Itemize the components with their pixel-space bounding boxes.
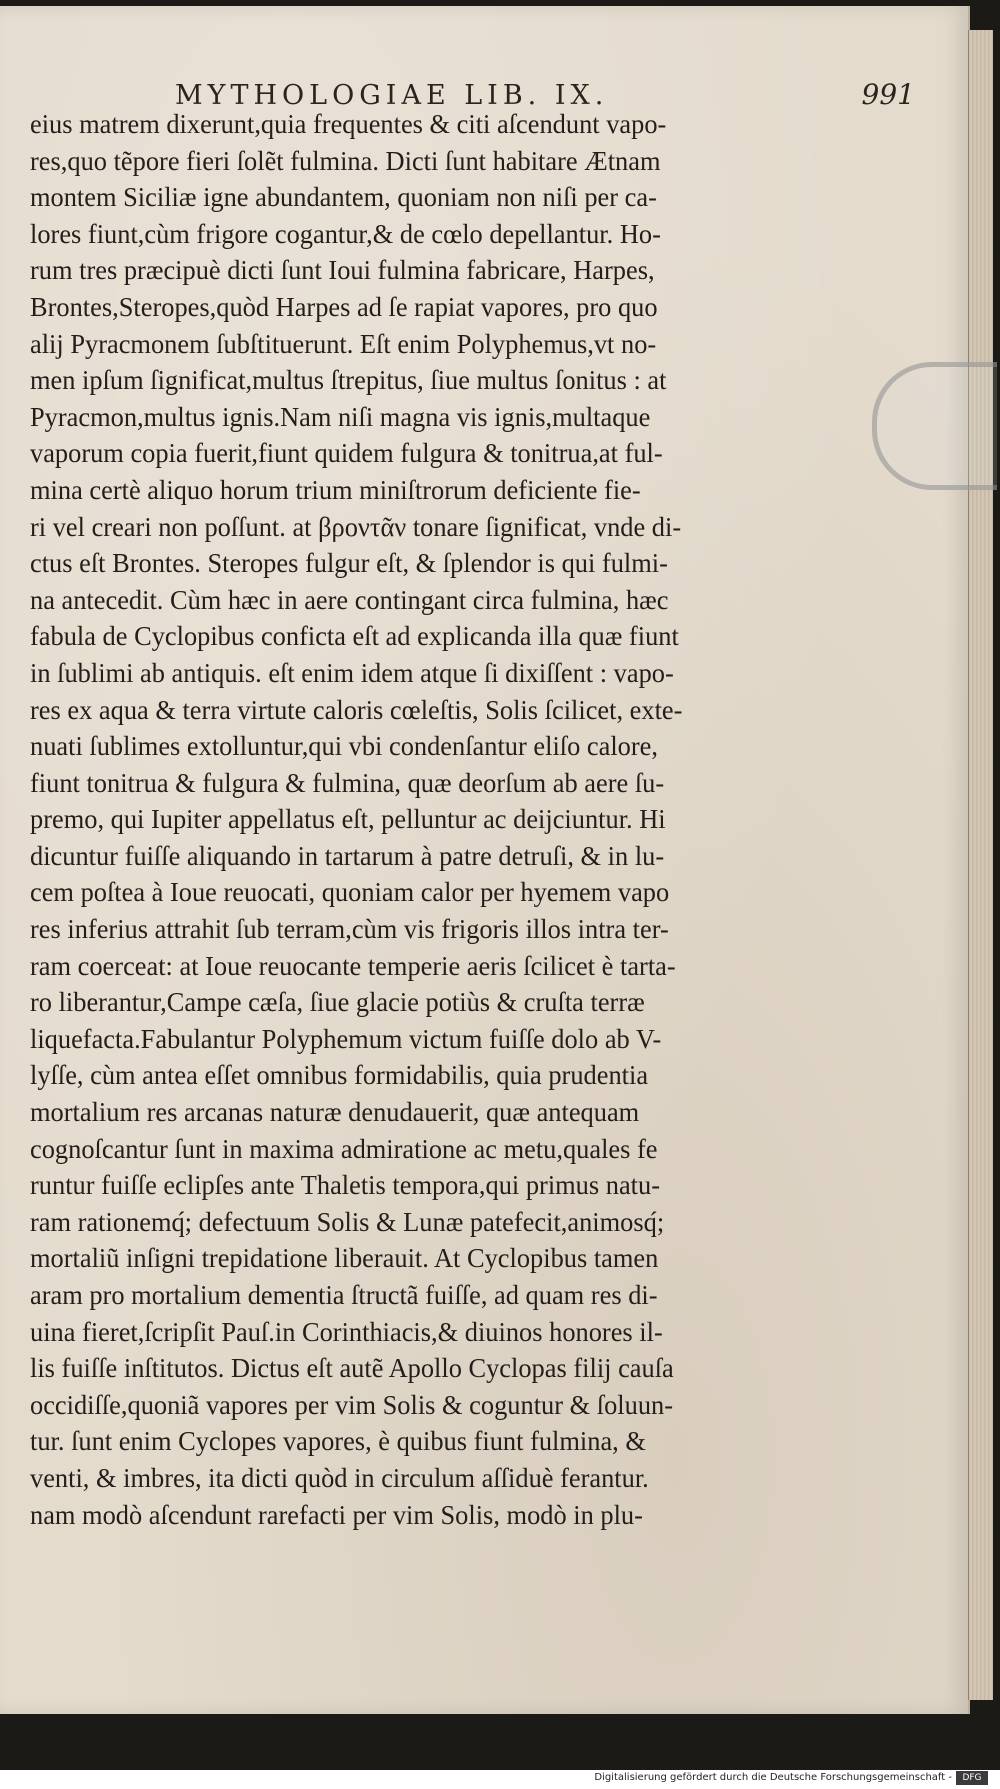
text-line: na antecedit. Cùm hæc in aere contingant circa fulmina, hæc — [30, 583, 669, 615]
clip-mark — [872, 362, 997, 490]
dfg-logo: DFG — [956, 1771, 988, 1785]
text-line: liquefacta.Fabulantur Polyphemum victum fuiſſe dolo ab V- — [30, 1022, 662, 1054]
text-line: fabula de Cyclopibus conficta eſt ad explicanda illa quæ fiunt — [30, 620, 679, 652]
text-line: fiunt tonitrua & fulgura & fulmina, quæ deorſum ab aere ſu- — [30, 766, 665, 798]
text-line: res,quo tẽpore fieri ſolẽt fulmina. Dicti ſunt habitare Ætnam — [30, 144, 661, 176]
text-line: montem Siciliæ igne abundantem, quoniam non niſi per ca- — [30, 181, 657, 213]
text-line: lyſſe, cùm antea eſſet omnibus formidabilis, quia prudentia — [30, 1059, 649, 1091]
text-line: ro liberantur,Campe cæſa, ſiue glacie potiùs & cruſta terræ — [30, 986, 645, 1018]
body-text — [30, 106, 721, 1533]
text-line: eius matrem dixerunt,quia frequentes & citi aſcendunt vapo- — [30, 108, 667, 139]
text-line: nam modò aſcendunt rarefacti per vim Solis, modò in plu- — [30, 1498, 643, 1530]
text-line: Pyracmon,multus ignis.Nam niſi magna vis ignis,multaque — [30, 400, 651, 432]
text-line: cognoſcantur ſunt in maxima admiratione ac metu,quales fe — [30, 1132, 658, 1164]
text-line: aram pro mortalium dementia ſtructã fuiſſe, ad quam res di- — [30, 1279, 658, 1310]
text-line: mortaliũ inſigni trepidatione liberauit. At Cyclopibus tamen — [30, 1242, 659, 1274]
text-line: Brontes,Steropes,quòd Harpes ad ſe rapiat vapores, pro quo — [30, 290, 658, 322]
text-line: ri vel creari non poſſunt. at βροντᾶν tonare ſignificat, vnde di- — [30, 510, 682, 542]
text-line: res ex aqua & terra virtute caloris cœleſtis, Solis ſcilicet, exte- — [30, 693, 683, 725]
page-fore-edge — [968, 30, 993, 1700]
text-line: ram coerceat: at Ioue reuocante temperie aeris ſcilicet è tarta- — [30, 949, 676, 981]
text-line: runtur fuiſſe eclipſes ante Thaletis tempora,qui primus natu- — [30, 1169, 661, 1201]
text-line: men ipſum ſignificat,multus ſtrepitus, ſiue multus ſonitus : at — [30, 364, 667, 396]
text-line: uina fieret,ſcripſit Pauſ.in Corinthiacis,& diuinos honores il- — [30, 1315, 663, 1347]
text-line: lores fiunt,cùm frigore cogantur,& de cœlo depellantur. Ho- — [30, 217, 661, 249]
text-line: nuati ſublimes extolluntur,qui vbi condenſantur eliſo calore, — [30, 730, 659, 762]
text-line: venti, & imbres, ita dicti quòd in circulum aſſiduè ferantur. — [30, 1461, 649, 1493]
text-line: vaporum copia fuerit,fiunt quidem fulgura & tonitrua,at ful- — [30, 437, 663, 469]
text-line: res inferius attrahit ſub terram,cùm vis frigoris illos intra ter- — [30, 913, 669, 945]
text-line: premo, qui Iupiter appellatus eſt, pelluntur ac deijciuntur. Hi — [30, 803, 666, 835]
text-line: rum tres præcipuè dicti ſunt Ioui fulmina fabricare, Harpes, — [30, 254, 655, 286]
text-line: mina certè aliquo horum trium miniſtrorum deficiente fie- — [30, 473, 641, 505]
text-line: ram rationemq́; defectuum Solis & Lunæ patefecit,animosq́; — [30, 1205, 665, 1237]
text-line: in ſublimi ab antiquis. eſt enim idem atque ſi dixiſſent : vapo- — [30, 656, 674, 688]
text-line: dicuntur fuiſſe aliquando in tartarum à patre detruſi, & in lu- — [30, 839, 665, 871]
digitization-credit: Digitalisierung gefördert durch die Deutsche Forschungsgemeinschaft - — [594, 1772, 952, 1783]
text-line: tur. ſunt enim Cyclopes vapores, è quibus fiunt fulmina, & — [30, 1425, 646, 1457]
book-page — [0, 6, 970, 1714]
page-number: 991 — [861, 78, 915, 111]
running-head: MYTHOLOGIAE LIB. IX. — [175, 80, 609, 111]
text-line: occidiſſe,quoniã vapores per vim Solis & coguntur & ſoluun- — [30, 1388, 674, 1420]
text-line: alij Pyracmonem ſubſtituerunt. Eſt enim Polyphemus,vt no- — [30, 327, 657, 359]
text-line: lis fuiſſe inſtitutos. Dictus eſt autẽ Apollo Cyclopas filij cauſa — [30, 1352, 674, 1384]
text-line: mortalium res arcanas naturæ denudauerit, quæ antequam — [30, 1096, 640, 1128]
text-line: cem poſtea à Ioue reuocati, quoniam calor per hyemem vapo — [30, 876, 670, 908]
text-line: ctus eſt Brontes. Steropes fulgur eſt, & ſplendor is qui fulmi- — [30, 547, 668, 579]
